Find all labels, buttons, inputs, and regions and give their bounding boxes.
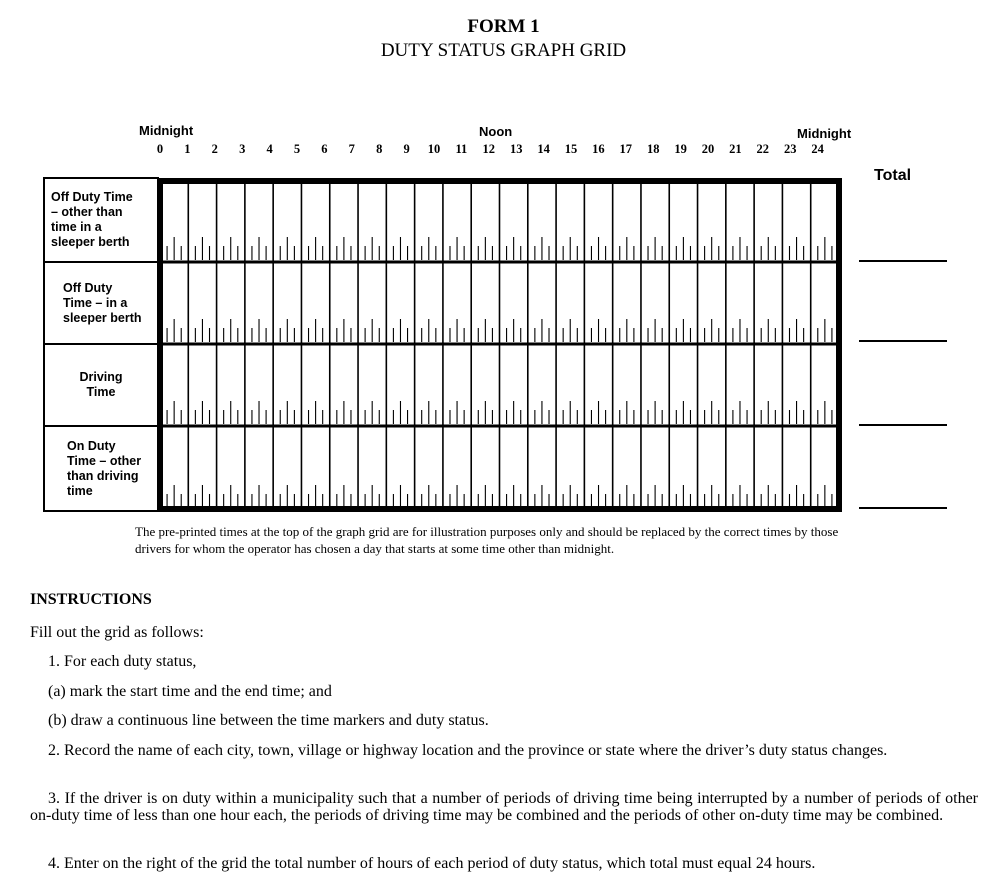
row-label-line: On Duty: [67, 438, 116, 453]
hour-label: 2: [211, 142, 218, 156]
hour-label: 16: [592, 142, 605, 156]
hour-label: 4: [266, 142, 273, 156]
hour-label: 9: [403, 142, 410, 156]
hour-label: 11: [455, 142, 468, 156]
hour-label: 0: [156, 142, 164, 156]
row-label-off-duty: [45, 179, 157, 261]
hour-label: 8: [376, 142, 383, 156]
total-line-sleeper-berth[interactable]: [859, 340, 947, 342]
row-label-line: Time – in a: [63, 295, 128, 310]
total-column-label: Total: [874, 167, 912, 184]
row-label-line: Time: [86, 385, 116, 399]
hour-label: 1: [184, 142, 191, 156]
hour-label: 10: [427, 142, 441, 156]
hour-label: 13: [509, 142, 523, 156]
hour-label: 21: [729, 142, 742, 156]
hour-label: 5: [293, 142, 301, 156]
instructions-intro: Fill out the grid as follows:: [30, 624, 204, 641]
form-subtitle: DUTY STATUS GRAPH GRID: [380, 40, 627, 61]
instruction-item-1b: (b) draw a continuous line between the time markers and duty status.: [48, 712, 489, 729]
hour-label: 3: [239, 142, 246, 156]
instruction-item-1: 1. For each duty status,: [48, 653, 197, 670]
noon-label: Noon: [479, 124, 513, 139]
row-label-line: – other than: [51, 205, 123, 219]
hour-label: 23: [783, 142, 797, 156]
hour-label: 20: [701, 142, 715, 156]
hour-label: 15: [564, 142, 578, 156]
instructions-heading: INSTRUCTIONS: [30, 591, 152, 608]
total-line-on-duty[interactable]: [859, 507, 947, 509]
total-line-off-duty[interactable]: [859, 260, 947, 262]
row-label-line: time: [67, 483, 93, 498]
duty-status-graph-grid[interactable]: [155, 177, 845, 513]
hour-label: 22: [756, 142, 770, 156]
instruction-item-2: 2. Record the name of each city, town, village or highway location and the province or state where the driver’s duty status changes.: [48, 742, 888, 759]
hour-label: 6: [321, 142, 328, 156]
form-title: FORM 1: [467, 16, 540, 37]
row-label-sleeper-berth: [45, 263, 157, 343]
row-label-on-duty: [45, 427, 157, 510]
row-label-line: sleeper berth: [63, 310, 142, 325]
grid-note: The pre-printed times at the top of the graph grid are for illustration purposes only and should be replaced by the correct times by those drivers for whom the operator has chosen a day that starts at some time other than midnight.: [135, 524, 839, 556]
row-label-driving: [45, 345, 157, 425]
hour-label: 19: [674, 142, 687, 156]
row-label-line: Driving: [79, 370, 123, 384]
hour-label: 7: [348, 142, 355, 156]
row-label-line: Off Duty Time: [51, 190, 133, 204]
row-label-line: Time – other: [67, 453, 142, 468]
hour-label: 24: [811, 142, 824, 156]
row-label-line: than driving: [67, 468, 139, 483]
hour-label: 12: [482, 142, 496, 156]
instruction-item-4: 4. Enter on the right of the grid the total number of hours of each period of duty status, which total must equal 24 hours.: [48, 855, 816, 872]
midnight-end-label: Midnight: [797, 126, 852, 141]
hour-label: 18: [646, 142, 660, 156]
hour-label: 17: [619, 142, 633, 156]
instruction-item-1a: (a) mark the start time and the end time; and: [48, 683, 332, 700]
hour-labels: [0, 142, 1007, 158]
midnight-start-label: Midnight: [139, 123, 194, 138]
total-line-driving[interactable]: [859, 424, 947, 426]
row-label-line: Off Duty: [63, 280, 113, 295]
duty-status-labels: [43, 177, 159, 512]
row-label-line: sleeper berth: [51, 235, 130, 249]
hour-label: 14: [537, 142, 550, 156]
row-label-line: time in a: [51, 220, 102, 234]
instruction-item-3: 3. If the driver is on duty within a municipality such that a number of periods of driving time being interrupted by a number of periods of other on-duty time of less than one hour each, the periods of driving time may be combined and the periods of other on-duty time may be combined.: [30, 790, 978, 824]
